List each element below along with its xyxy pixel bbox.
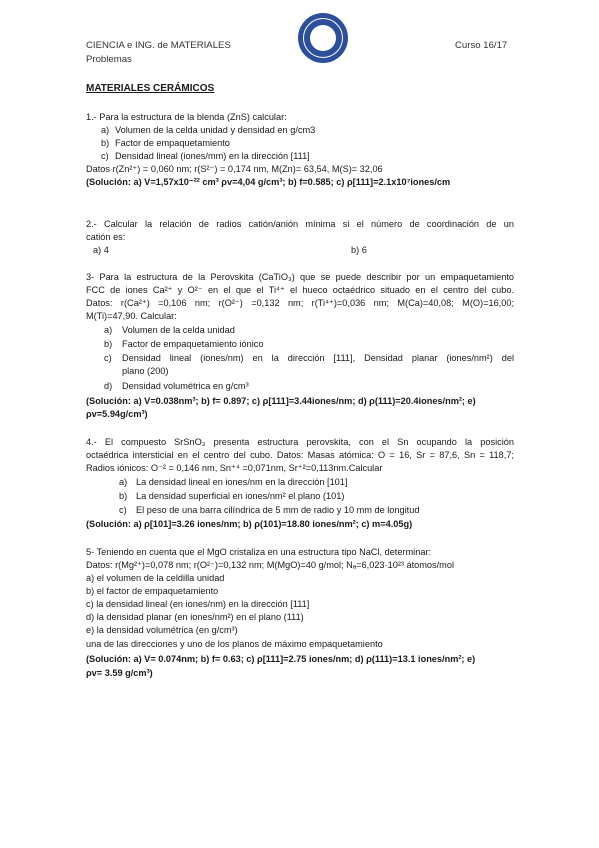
university-seal-icon xyxy=(298,13,348,63)
p5-item-d: d) la densidad planar (en iones/nm²) en el plano (111) xyxy=(86,612,304,622)
p1-solution: (Solución: a) V=1,57x10⁻²² cm³ ρv=4,04 g/cm³; b) f=0.585; c) ρ[111]=2.1x10⁷iones/cm xyxy=(86,177,451,187)
p5-item-a: a) el volumen de la celdilla unidad xyxy=(86,573,225,583)
p4-line3: Radios iónicos: O⁻² = 0,146 nm, Sn⁺⁴ =0,071nm, Sr⁺²=0,113nm.Calcular xyxy=(86,463,383,473)
p3-line1: 3- Para la estructura de la Perovskita (CaTiO₃) que se puede describir por un empaquetamiento xyxy=(86,272,514,282)
p3-marker-a: a) xyxy=(104,325,113,335)
p5-line2: Datos: r(Mg²⁺)=0,078 nm; r(O²⁻)=0,132 nm; M(MgO)=40 g/mol; Nₐ=6,023·10²³ átomos/mol xyxy=(86,560,454,570)
subtitle: Problemas xyxy=(86,54,132,65)
p5-solution-line2: ρv= 3.59 g/cm³) xyxy=(86,668,153,678)
p4-solution: (Solución: a) ρ[101]=3.26 iones/nm; b) ρ(101)=18.80 iones/nm²; c) m=4.05g) xyxy=(86,519,413,529)
p4-marker-b: b) xyxy=(119,491,128,501)
p1-item-c: Densidad lineal (iones/mm) en la dirección [111] xyxy=(115,151,310,161)
p2-option-a: a) 4 xyxy=(93,245,109,255)
course-title: CIENCIA e ING. de MATERIALES xyxy=(86,40,231,51)
p1-marker-c: c) xyxy=(101,151,109,161)
p4-marker-c: c) xyxy=(119,505,127,515)
p4-marker-a: a) xyxy=(119,477,128,487)
p2-line2: catión es: xyxy=(86,232,126,242)
p3-line3: Datos: r(Ca²⁺) =0,106 nm; r(O²⁻) =0,132 nm; r(Ti⁴⁺)=0,036 nm; M(Ca)=40,08; M(O)=16,00; xyxy=(86,298,514,308)
p5-line-last: una de las direcciones y uno de los planos de máximo empaquetamiento xyxy=(86,639,383,649)
page-title: MATERIALES CERÁMICOS xyxy=(86,83,215,94)
p4-item-a: La densidad lineal en iones/nm en la dirección [101] xyxy=(136,477,348,487)
p3-solution-line1: (Solución: a) V=0.038nm³; b) f= 0.897; c) ρ[111]=3.44iones/nm; d) ρ(111)=20.4iones/nm²; e) xyxy=(86,396,476,406)
p1-data: Datos r(Zn²⁺) = 0,060 nm; r(S²⁻) = 0,174 nm, M(Zn)= 63,54, M(S)= 32,06 xyxy=(86,164,383,174)
p3-marker-c: c) xyxy=(104,353,112,363)
course-year: Curso 16/17 xyxy=(455,40,508,51)
p5-item-b: b) el factor de empaquetamiento xyxy=(86,586,219,596)
p3-marker-b: b) xyxy=(104,339,113,349)
p3-item-c-cont: plano (200) xyxy=(122,366,169,376)
p5-solution-line1: (Solución: a) V= 0.074nm; b) f= 0.63; c) ρ[111]=2.75 iones/nm; d) ρ(111)=13.1 iones/nm²; e) xyxy=(86,654,476,664)
p5-line1: 5- Teniendo en cuenta que el MgO cristaliza en una estructura tipo NaCl, determinar: xyxy=(86,547,432,557)
p1-item-b: Factor de empaquetamiento xyxy=(115,138,230,148)
p4-line1: 4.- El compuesto SrSnO₃ presenta estructura perovskita, con el Sn ocupando la posición xyxy=(86,437,514,447)
p3-solution-line2: ρv=5.94g/cm³) xyxy=(86,409,148,419)
p1-marker-b: b) xyxy=(101,138,110,148)
p3-line4: M(Ti)=47,90. Calcular: xyxy=(86,311,177,321)
p4-item-b: La densidad superficial en iones/nm² el plano (101) xyxy=(136,491,345,501)
p3-item-b: Factor de empaquetamiento iónico xyxy=(122,339,264,349)
p1-marker-a: a) xyxy=(101,125,110,135)
p3-marker-d: d) xyxy=(104,381,113,391)
p4-item-c: El peso de una barra cilíndrica de 5 mm de radio y 10 mm de longitud xyxy=(136,505,420,515)
p5-item-e: e) la densidad volumétrica (en g/cm³) xyxy=(86,625,238,635)
p2-line1: 2.- Calcular la relación de radios catión/anión mínima si el número de coordinación de un xyxy=(86,219,514,229)
p2-option-b: b) 6 xyxy=(351,245,367,255)
p3-item-a: Volumen de la celda unidad xyxy=(122,325,235,335)
p3-item-d: Densidad volumétrica en g/cm³ xyxy=(122,381,249,391)
p1-intro: 1.- Para la estructura de la blenda (ZnS) calcular: xyxy=(86,112,287,122)
p1-item-a: Volumen de la celda unidad y densidad en g/cm3 xyxy=(115,125,316,135)
p3-item-c: Densidad lineal (iones/nm) en la dirección [111], Densidad planar (iones/nm²) del xyxy=(122,353,514,363)
p5-item-c: c) la densidad lineal (en iones/nm) en la dirección [111] xyxy=(86,599,310,609)
p4-line2: octaédrica intersticial en el centro del cubo. Datos: Masas atómica: O = 16, Sr = 87,6, Sn = 118,7; xyxy=(86,450,514,460)
p3-line2: FCC de iones Ca²⁺ y O²⁻ en el que el Ti⁴⁺ el hueco octaédrico situado en el centro del cubo. xyxy=(86,285,514,295)
